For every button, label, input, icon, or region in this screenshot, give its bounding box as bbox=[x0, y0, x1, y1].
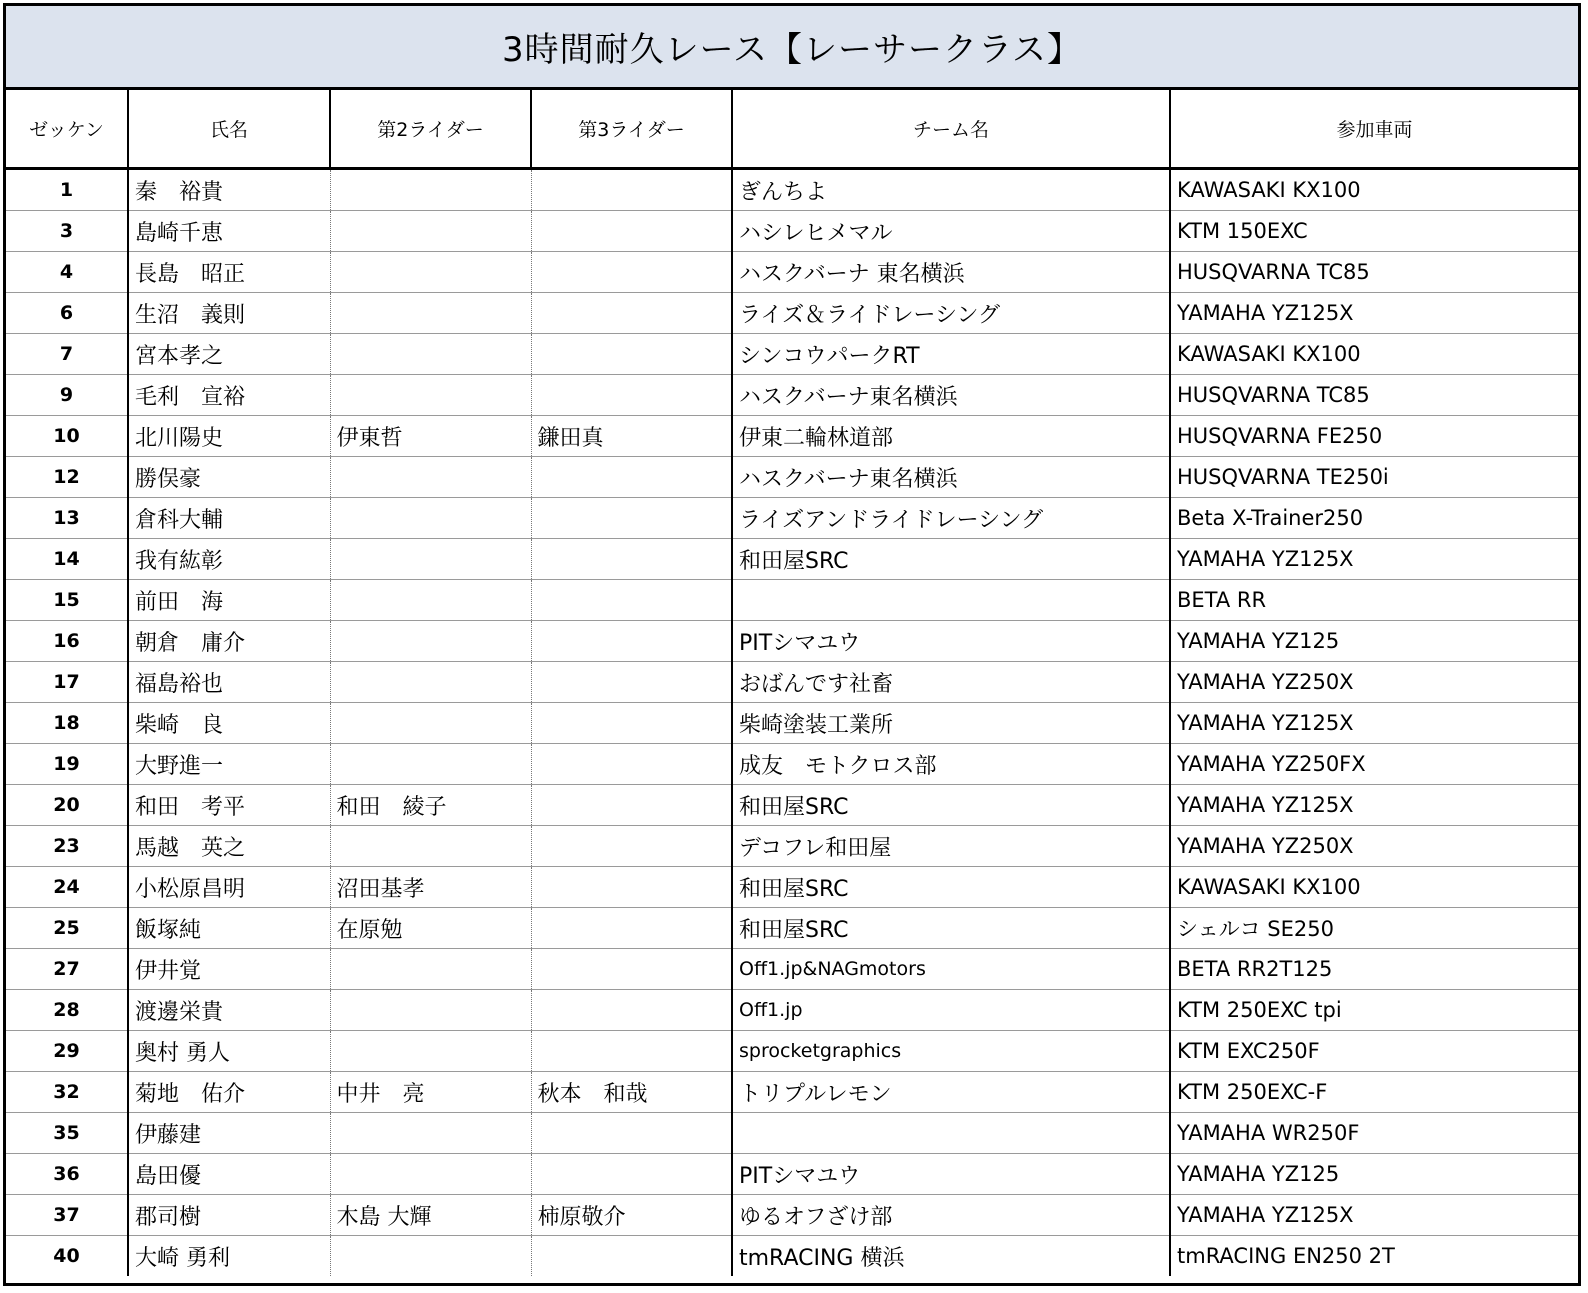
rider3-cell bbox=[531, 498, 732, 539]
name-cell: 渡邊栄貴 bbox=[128, 990, 330, 1031]
header-name: 氏名 bbox=[128, 90, 330, 169]
bib-cell: 40 bbox=[53, 1245, 80, 1267]
bike-cell: YAMAHA YZ250FX bbox=[1170, 744, 1578, 785]
header-team: チーム名 bbox=[732, 90, 1170, 169]
bib-cell: 28 bbox=[6, 990, 128, 1031]
bike-cell: KTM 150EXC bbox=[1170, 211, 1578, 252]
entry-table bbox=[6, 90, 1578, 1276]
team-cell bbox=[732, 580, 1170, 621]
team-cell: ゆるオフざけ部 bbox=[732, 1195, 1170, 1236]
table-row bbox=[6, 1113, 1578, 1154]
rider3-cell: 柿原敬介 bbox=[531, 1195, 732, 1236]
bike-cell: YAMAHA YZ125X bbox=[1170, 293, 1578, 334]
table-row bbox=[6, 334, 1578, 375]
bib-cell: 25 bbox=[6, 908, 128, 949]
name-cell: 長島 昭正 bbox=[128, 252, 330, 293]
rider3-cell bbox=[531, 293, 732, 334]
rider3-cell bbox=[531, 826, 732, 867]
rider2-cell bbox=[330, 1031, 531, 1072]
name-cell: 倉科大輔 bbox=[128, 498, 330, 539]
bib-cell: 12 bbox=[6, 457, 128, 498]
rider2-cell: 和田 綾子 bbox=[330, 785, 531, 826]
team-cell: 成友 モトクロス部 bbox=[732, 744, 1170, 785]
table-row bbox=[6, 744, 1578, 785]
rider3-cell bbox=[531, 334, 732, 375]
team-cell: tmRACING 横浜 bbox=[732, 1236, 1170, 1277]
bike-cell: YAMAHA WR250F bbox=[1170, 1113, 1578, 1154]
rider3-cell bbox=[531, 703, 732, 744]
rider2-cell: 中井 亮 bbox=[330, 1072, 531, 1113]
name-cell: 小松原昌明 bbox=[128, 867, 330, 908]
bike-cell: HUSQVARNA FE250 bbox=[1170, 416, 1578, 457]
rider3-cell bbox=[531, 621, 732, 662]
team-cell: ハスクバーナ 東名横浜 bbox=[732, 252, 1170, 293]
table-row bbox=[6, 1031, 1578, 1072]
bib-cell: 17 bbox=[6, 662, 128, 703]
rider3-cell bbox=[531, 1154, 732, 1195]
name-cell: 和田 考平 bbox=[128, 785, 330, 826]
team-cell: PITシマユウ bbox=[732, 1154, 1170, 1195]
rider3-cell bbox=[531, 867, 732, 908]
rider2-cell bbox=[330, 539, 531, 580]
header-row bbox=[6, 90, 1578, 169]
name-cell: 郡司樹 bbox=[128, 1195, 330, 1236]
team-cell: 伊東二輪林道部 bbox=[732, 416, 1170, 457]
rider3-cell bbox=[531, 949, 732, 990]
header-bib: ゼッケン bbox=[6, 90, 128, 169]
table-row bbox=[6, 662, 1578, 703]
rider2-cell bbox=[330, 662, 531, 703]
rider3-cell bbox=[531, 662, 732, 703]
rider3-cell bbox=[531, 539, 732, 580]
rider3-cell bbox=[531, 785, 732, 826]
name-cell: 菊地 佑介 bbox=[128, 1072, 330, 1113]
bike-cell: KTM 250EXC-F bbox=[1170, 1072, 1578, 1113]
bib-cell: 24 bbox=[6, 867, 128, 908]
bike-cell: KTM EXC250F bbox=[1170, 1031, 1578, 1072]
bib-cell: 15 bbox=[6, 580, 128, 621]
rider3-cell: 秋本 和哉 bbox=[531, 1072, 732, 1113]
bike-cell: KAWASAKI KX100 bbox=[1170, 867, 1578, 908]
bike-cell: BETA RR bbox=[1170, 580, 1578, 621]
bike-cell: YAMAHA YZ250X bbox=[1170, 662, 1578, 703]
table-row bbox=[6, 1195, 1578, 1236]
rider2-cell bbox=[330, 457, 531, 498]
rider3-cell bbox=[531, 1031, 732, 1072]
name-cell: 奥村 勇人 bbox=[128, 1031, 330, 1072]
bib-cell: 14 bbox=[6, 539, 128, 580]
table-row bbox=[6, 949, 1578, 990]
team-cell: PITシマユウ bbox=[732, 621, 1170, 662]
rider2-cell bbox=[330, 375, 531, 416]
rider2-cell bbox=[330, 703, 531, 744]
rider2-cell bbox=[330, 949, 531, 990]
rider2-cell bbox=[330, 621, 531, 662]
name-cell: 福島裕也 bbox=[128, 662, 330, 703]
table-row bbox=[6, 416, 1578, 457]
name-cell: 毛利 宣裕 bbox=[128, 375, 330, 416]
name-cell: 宮本孝之 bbox=[128, 334, 330, 375]
bike-cell: HUSQVARNA TE250i bbox=[1170, 457, 1578, 498]
rider2-cell bbox=[330, 211, 531, 252]
header-rider2: 第2ライダー bbox=[330, 90, 531, 169]
bib-cell: 3 bbox=[6, 211, 128, 252]
name-cell: 我有紘彰 bbox=[128, 539, 330, 580]
table-row bbox=[6, 785, 1578, 826]
team-cell: ぎんちよ bbox=[732, 169, 1170, 211]
rider3-cell bbox=[531, 457, 732, 498]
bib-cell: 35 bbox=[6, 1113, 128, 1154]
bike-cell: YAMAHA YZ125X bbox=[1170, 1195, 1578, 1236]
table-row bbox=[6, 1154, 1578, 1195]
team-cell: 和田屋SRC bbox=[732, 539, 1170, 580]
rider2-cell bbox=[330, 1154, 531, 1195]
team-cell: sprocketgraphics bbox=[732, 1031, 1170, 1072]
rider2-cell: 沼田基孝 bbox=[330, 867, 531, 908]
rider2-cell: 在原勉 bbox=[330, 908, 531, 949]
team-cell: ライズアンドライドレーシング bbox=[732, 498, 1170, 539]
team-cell: 柴崎塗装工業所 bbox=[732, 703, 1170, 744]
bib-cell: 29 bbox=[6, 1031, 128, 1072]
entry-sheet bbox=[3, 3, 1581, 1286]
table-row bbox=[6, 908, 1578, 949]
bike-cell: HUSQVARNA TC85 bbox=[1170, 375, 1578, 416]
name-cell: 勝俣豪 bbox=[128, 457, 330, 498]
bib-cell: 10 bbox=[6, 416, 128, 457]
rider2-cell bbox=[330, 334, 531, 375]
name-cell: 北川陽史 bbox=[128, 416, 330, 457]
bib-cell: 7 bbox=[6, 334, 128, 375]
bike-cell: HUSQVARNA TC85 bbox=[1170, 252, 1578, 293]
name-cell: 伊井覚 bbox=[128, 949, 330, 990]
sheet-title: 3時間耐久レース【レーサークラス】 bbox=[6, 6, 1578, 90]
team-cell: シンコウパークRT bbox=[732, 334, 1170, 375]
rider3-cell bbox=[531, 169, 732, 211]
bike-cell: KAWASAKI KX100 bbox=[1170, 334, 1578, 375]
bib-cell: 16 bbox=[6, 621, 128, 662]
table-row bbox=[6, 867, 1578, 908]
bike-cell: KTM 250EXC tpi bbox=[1170, 990, 1578, 1031]
bike-cell: YAMAHA YZ250X bbox=[1170, 826, 1578, 867]
name-cell: 前田 海 bbox=[128, 580, 330, 621]
bike-cell: Beta X-Trainer250 bbox=[1170, 498, 1578, 539]
rider2-cell bbox=[330, 498, 531, 539]
rider2-cell bbox=[330, 744, 531, 785]
table-row bbox=[6, 826, 1578, 867]
rider3-cell bbox=[531, 375, 732, 416]
name-cell: 秦 裕貴 bbox=[128, 169, 330, 211]
name-cell: 島田優 bbox=[128, 1154, 330, 1195]
table-row bbox=[6, 211, 1578, 252]
rider3-cell bbox=[531, 211, 732, 252]
team-cell: ハシレヒメマル bbox=[732, 211, 1170, 252]
bib-cell: 13 bbox=[6, 498, 128, 539]
bike-cell: YAMAHA YZ125 bbox=[1170, 621, 1578, 662]
rider2-cell bbox=[330, 580, 531, 621]
rider2-cell bbox=[330, 1113, 531, 1154]
rider2-cell: 伊東哲 bbox=[330, 416, 531, 457]
team-cell: トリプルレモン bbox=[732, 1072, 1170, 1113]
bib-cell: 1 bbox=[6, 169, 128, 211]
bike-cell: YAMAHA YZ125X bbox=[1170, 703, 1578, 744]
rider2-cell bbox=[330, 293, 531, 334]
rider3-cell bbox=[531, 252, 732, 293]
bike-cell: KAWASAKI KX100 bbox=[1170, 169, 1578, 211]
table-row bbox=[6, 580, 1578, 621]
name-cell: 伊藤建 bbox=[128, 1113, 330, 1154]
table-row bbox=[6, 498, 1578, 539]
rider2-cell bbox=[330, 252, 531, 293]
team-cell: ハスクバーナ東名横浜 bbox=[732, 457, 1170, 498]
team-cell: ハスクバーナ東名横浜 bbox=[732, 375, 1170, 416]
rider2-cell bbox=[330, 1236, 531, 1277]
table-row bbox=[6, 457, 1578, 498]
name-cell: 大野進一 bbox=[128, 744, 330, 785]
bike-cell: YAMAHA YZ125X bbox=[1170, 785, 1578, 826]
team-cell: Off1.jp&NAGmotors bbox=[732, 949, 1170, 990]
header-bike: 参加車両 bbox=[1170, 90, 1578, 169]
table-row bbox=[6, 703, 1578, 744]
bib-cell: 19 bbox=[6, 744, 128, 785]
team-cell: ライズ＆ライドレーシング bbox=[732, 293, 1170, 334]
rider3-cell bbox=[531, 990, 732, 1031]
name-cell: 柴崎 良 bbox=[128, 703, 330, 744]
name-cell: 島崎千恵 bbox=[128, 211, 330, 252]
rider2-cell bbox=[330, 990, 531, 1031]
bike-cell: tmRACING EN250 2T bbox=[1170, 1236, 1578, 1277]
name-cell: 飯塚純 bbox=[128, 908, 330, 949]
bib-cell: 4 bbox=[6, 252, 128, 293]
name-cell: 生沼 義則 bbox=[128, 293, 330, 334]
table-row bbox=[6, 375, 1578, 416]
bike-cell: シェルコ SE250 bbox=[1170, 908, 1578, 949]
header-rider3: 第3ライダー bbox=[531, 90, 732, 169]
rider3-cell bbox=[531, 744, 732, 785]
rider2-cell: 木島 大輝 bbox=[330, 1195, 531, 1236]
name-cell: 朝倉 庸介 bbox=[128, 621, 330, 662]
team-cell: Off1.jp bbox=[732, 990, 1170, 1031]
table-row bbox=[6, 293, 1578, 334]
bib-cell: 23 bbox=[6, 826, 128, 867]
bike-cell: YAMAHA YZ125X bbox=[1170, 539, 1578, 580]
table-row bbox=[6, 1236, 1578, 1277]
rider3-cell bbox=[531, 580, 732, 621]
team-cell: 和田屋SRC bbox=[732, 867, 1170, 908]
table-row bbox=[6, 990, 1578, 1031]
bib-cell: 6 bbox=[6, 293, 128, 334]
table-row bbox=[6, 621, 1578, 662]
rider3-cell bbox=[531, 1236, 732, 1277]
table-row bbox=[6, 539, 1578, 580]
rider2-cell bbox=[330, 826, 531, 867]
table-row bbox=[6, 252, 1578, 293]
bib-cell: 20 bbox=[6, 785, 128, 826]
table-row bbox=[6, 169, 1578, 211]
bib-cell: 36 bbox=[6, 1154, 128, 1195]
bib-cell: 9 bbox=[6, 375, 128, 416]
table-row bbox=[6, 1072, 1578, 1113]
name-cell: 馬越 英之 bbox=[128, 826, 330, 867]
rider3-cell: 鎌田真 bbox=[531, 416, 732, 457]
bib-cell: 32 bbox=[6, 1072, 128, 1113]
bike-cell: YAMAHA YZ125 bbox=[1170, 1154, 1578, 1195]
bib-cell: 18 bbox=[6, 703, 128, 744]
team-cell bbox=[732, 1113, 1170, 1154]
team-cell: 和田屋SRC bbox=[732, 908, 1170, 949]
bike-cell: BETA RR2T125 bbox=[1170, 949, 1578, 990]
bib-cell: 37 bbox=[6, 1195, 128, 1236]
team-cell: おばんです社畜 bbox=[732, 662, 1170, 703]
bib-cell: 27 bbox=[6, 949, 128, 990]
rider2-cell bbox=[330, 169, 531, 211]
rider3-cell bbox=[531, 1113, 732, 1154]
team-cell: 和田屋SRC bbox=[732, 785, 1170, 826]
rider3-cell bbox=[531, 908, 732, 949]
team-cell: デコフレ和田屋 bbox=[732, 826, 1170, 867]
name-cell: 大崎 勇利 bbox=[128, 1236, 330, 1277]
